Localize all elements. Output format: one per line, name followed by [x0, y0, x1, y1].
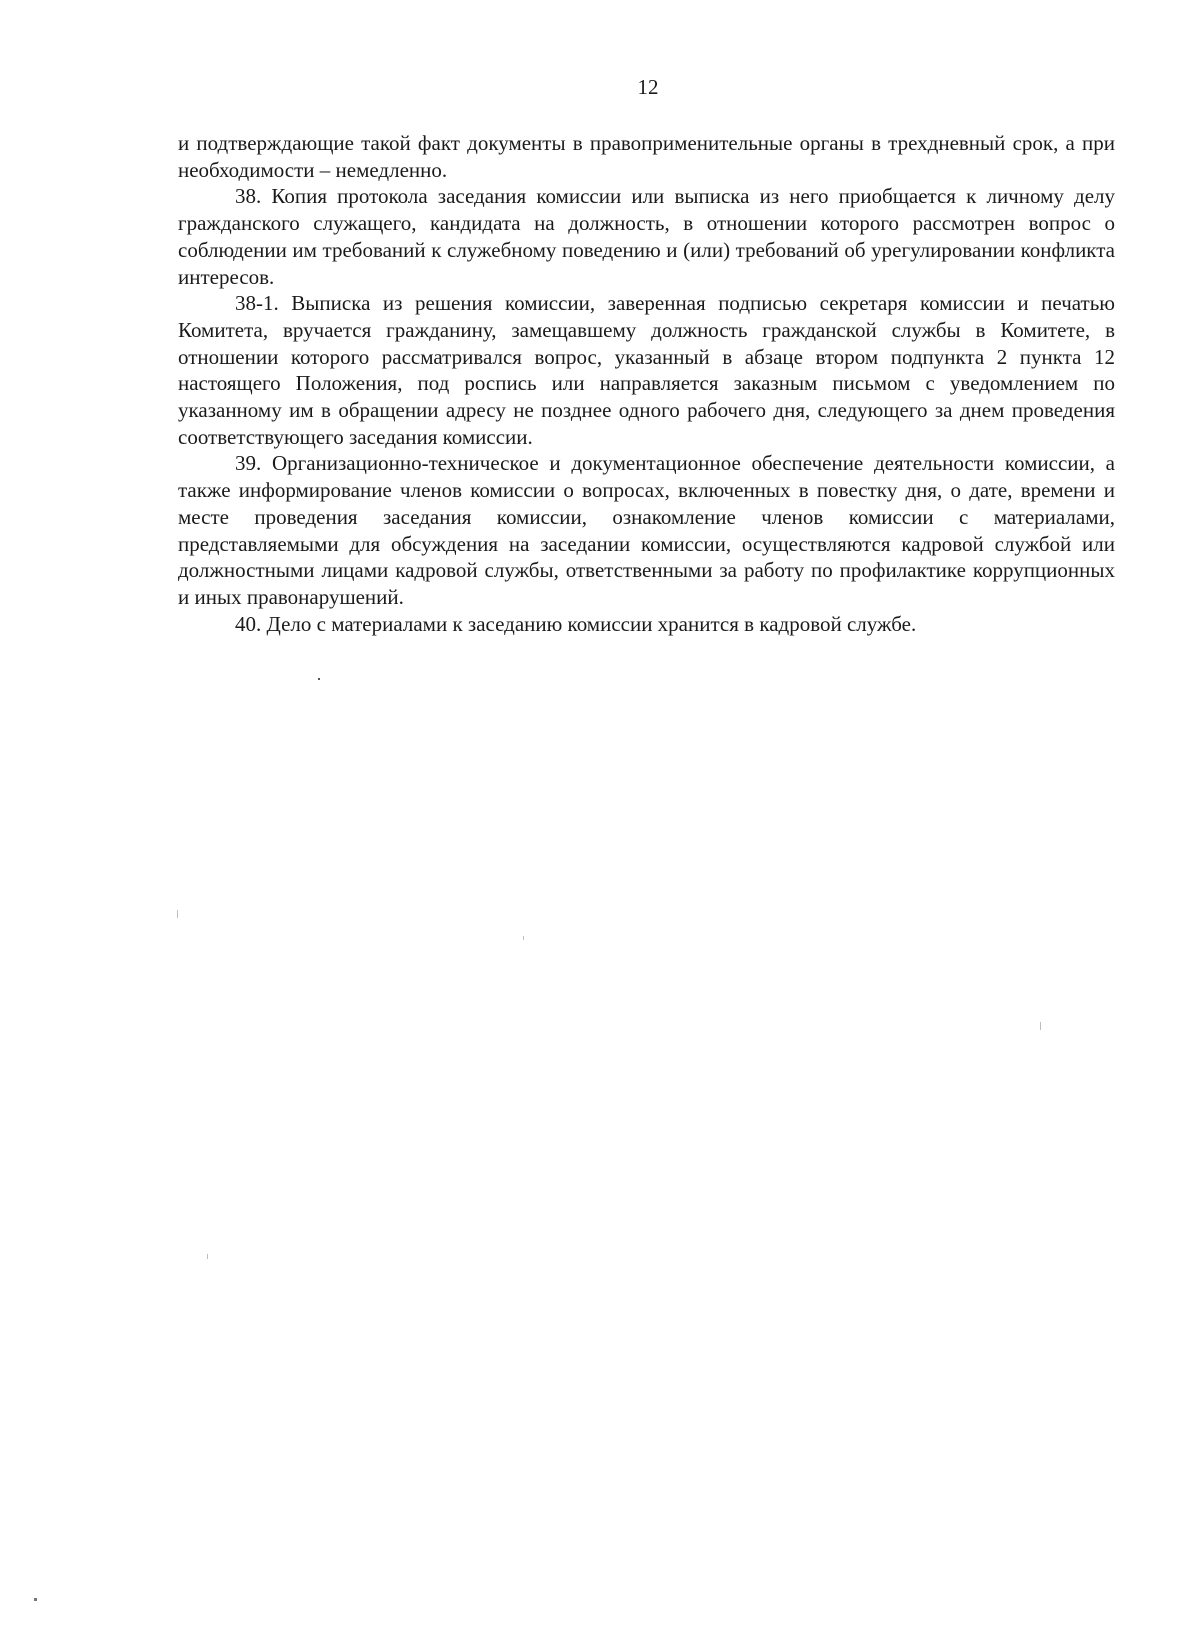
scan-speck	[207, 1254, 208, 1259]
paragraph-40: 40. Дело с материалами к заседанию комиссии хранится в кадровой службе.	[235, 611, 917, 636]
page-number: 12	[637, 75, 659, 99]
scan-speck	[34, 1598, 37, 1601]
scan-speck	[177, 910, 178, 918]
paragraph-39: 39. Организационно-техническое и документационное обеспечение деятельности комиссии, а также информирование членов комиссии о вопросах, включенных в повестку дня, о дате, времени и месте проведения заседания комиссии, ознакомление членов комиссии с материалами, представляемыми для обсуждения на заседании комиссии, осуществляются кадровой службой или должностными лицами кадровой службы, ответственными за работу по профилактике коррупционных и иных правонарушений.	[178, 451, 1115, 609]
paragraph-38: 38. Копия протокола заседания комиссии или выписка из него приобщается к личному делу гражданского служащего, кандидата на должность, в отношении которого рассмотрен вопрос о соблюдении им требований к служебному поведению и (или) требований об урегулировании конфликта интересов.	[178, 184, 1115, 289]
scan-speck	[523, 936, 524, 940]
paragraph-38-1: 38-1. Выписка из решения комиссии, заверенная подписью секретаря комиссии и печатью Комитета, вручается гражданину, замещавшему должность гражданской службы в Комитете, в отношении которого рассматривался вопрос, указанный в абзаце втором подпункта 2 пункта 12 настоящего Положения, под роспись или направляется заказным письмом с уведомлением по указанному им в обращении адресу не позднее одного рабочего дня, следующего за днем проведения соответствующего заседания комиссии.	[178, 291, 1115, 449]
paragraph-continuation: и подтверждающие такой факт документы в правоприменительные органы в трехдневный срок, а при необходимости – немедленно.	[178, 131, 1115, 182]
scan-speck	[318, 678, 320, 680]
document-body	[178, 130, 1115, 637]
scan-speck	[1040, 1022, 1041, 1030]
